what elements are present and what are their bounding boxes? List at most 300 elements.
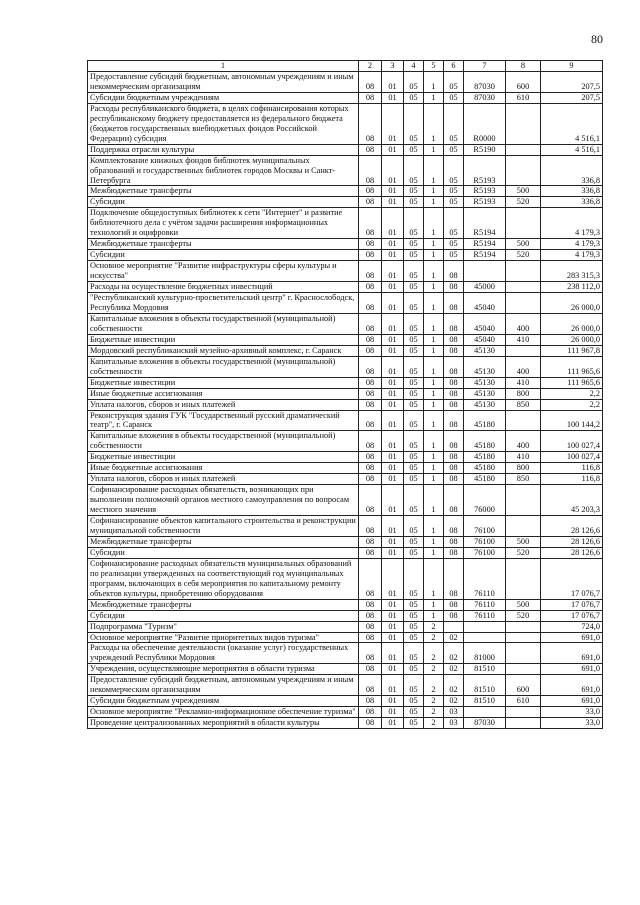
- table-row: [88, 239, 603, 250]
- column-header: 3: [382, 61, 404, 72]
- row-amount: 283 315,3: [541, 261, 603, 282]
- row-amount: 207,5: [541, 72, 603, 93]
- row-description: Предоставление субсидий бюджетным, автономным учреждениям и иным некоммерческим организациям: [88, 72, 359, 93]
- code-measure: 05: [444, 186, 464, 197]
- table-row: [88, 410, 603, 431]
- code-section: 08: [359, 155, 382, 186]
- code-section: 08: [359, 452, 382, 463]
- code-program: 01: [382, 599, 404, 610]
- code-subprogram: 1: [424, 334, 444, 345]
- code-section: 08: [359, 293, 382, 314]
- code-subprogram: 2: [424, 664, 444, 675]
- code-direction: 81510: [464, 664, 506, 675]
- page-number: 80: [591, 32, 603, 46]
- code-subprogram-group: 05: [404, 516, 424, 537]
- code-direction: 76110: [464, 558, 506, 599]
- code-measure: 08: [444, 431, 464, 452]
- code-direction: R5194: [464, 208, 506, 239]
- table-row: [88, 516, 603, 537]
- table-row: [88, 675, 603, 696]
- code-section: 08: [359, 664, 382, 675]
- table-row: [88, 208, 603, 239]
- code-program: 01: [382, 558, 404, 599]
- row-description: Расходы на обеспечение деятельности (оказание услуг) государственных учреждений Республики Мордовия: [88, 643, 359, 664]
- row-description: Предоставление субсидий бюджетным, автономным учреждениям и иным некоммерческим организациям: [88, 675, 359, 696]
- row-amount: 724,0: [541, 621, 603, 632]
- code-subprogram-group: 05: [404, 197, 424, 208]
- row-amount: 4 179,3: [541, 208, 603, 239]
- table-row: [88, 718, 603, 729]
- code-subprogram-group: 05: [404, 293, 424, 314]
- row-amount: 2,2: [541, 388, 603, 399]
- code-section: 08: [359, 261, 382, 282]
- code-program: 01: [382, 399, 404, 410]
- row-amount: 33,0: [541, 718, 603, 729]
- row-amount: 33,0: [541, 707, 603, 718]
- code-measure: 08: [444, 452, 464, 463]
- code-section: 08: [359, 103, 382, 144]
- code-expense-type: 400: [506, 356, 541, 377]
- code-direction: R5193: [464, 186, 506, 197]
- code-direction: 45180: [464, 410, 506, 431]
- row-description: Субсидии: [88, 610, 359, 621]
- code-subprogram: 2: [424, 632, 444, 643]
- row-description: Основное мероприятие "Развитие инфраструктуры сферы культуры и искусства": [88, 261, 359, 282]
- table-row: [88, 377, 603, 388]
- code-subprogram-group: 05: [404, 707, 424, 718]
- table-row: [88, 696, 603, 707]
- code-section: 08: [359, 643, 382, 664]
- code-expense-type: [506, 208, 541, 239]
- code-section: 08: [359, 516, 382, 537]
- code-program: 01: [382, 92, 404, 103]
- code-direction: 45040: [464, 293, 506, 314]
- code-subprogram-group: 05: [404, 643, 424, 664]
- code-direction: 76110: [464, 610, 506, 621]
- code-direction: [464, 261, 506, 282]
- column-header: 1: [88, 61, 359, 72]
- code-section: 08: [359, 313, 382, 334]
- code-subprogram-group: 05: [404, 313, 424, 334]
- code-measure: 08: [444, 610, 464, 621]
- code-measure: 08: [444, 547, 464, 558]
- row-description: Субсидии: [88, 547, 359, 558]
- code-section: 08: [359, 186, 382, 197]
- code-program: 01: [382, 664, 404, 675]
- code-section: 08: [359, 474, 382, 485]
- row-amount: 28 126,6: [541, 547, 603, 558]
- row-description: Софинансирование объектов капитального строительства и реконструкции муниципальной собственности: [88, 516, 359, 537]
- code-program: 01: [382, 516, 404, 537]
- code-expense-type: [506, 632, 541, 643]
- code-direction: [464, 707, 506, 718]
- code-program: 01: [382, 197, 404, 208]
- code-program: 01: [382, 536, 404, 547]
- code-program: 01: [382, 282, 404, 293]
- code-program: 01: [382, 707, 404, 718]
- code-section: 08: [359, 431, 382, 452]
- code-expense-type: 600: [506, 675, 541, 696]
- code-direction: 45130: [464, 345, 506, 356]
- code-expense-type: 500: [506, 536, 541, 547]
- code-measure: 03: [444, 707, 464, 718]
- row-description: Субсидии бюджетным учреждениям: [88, 696, 359, 707]
- code-program: 01: [382, 144, 404, 155]
- row-description: Капитальные вложения в объекты государственной (муниципальной) собственности: [88, 356, 359, 377]
- code-measure: 08: [444, 313, 464, 334]
- code-program: 01: [382, 208, 404, 239]
- code-program: 01: [382, 334, 404, 345]
- code-subprogram: 2: [424, 718, 444, 729]
- code-measure: 08: [444, 377, 464, 388]
- code-direction: 87030: [464, 72, 506, 93]
- row-description: Субсидии: [88, 250, 359, 261]
- code-program: 01: [382, 621, 404, 632]
- code-direction: 45000: [464, 282, 506, 293]
- row-description: Бюджетные инвестиции: [88, 334, 359, 345]
- code-direction: 45130: [464, 377, 506, 388]
- header-row: [88, 61, 603, 72]
- code-section: 08: [359, 388, 382, 399]
- row-amount: 116,8: [541, 474, 603, 485]
- code-expense-type: 610: [506, 92, 541, 103]
- code-subprogram-group: 05: [404, 388, 424, 399]
- table-row: [88, 399, 603, 410]
- row-description: Поддержка отрасли культуры: [88, 144, 359, 155]
- code-subprogram: 1: [424, 72, 444, 93]
- row-amount: 28 126,6: [541, 536, 603, 547]
- row-description: Уплата налогов, сборов и иных платежей: [88, 474, 359, 485]
- code-section: 08: [359, 675, 382, 696]
- code-expense-type: 410: [506, 334, 541, 345]
- code-subprogram-group: 05: [404, 377, 424, 388]
- code-subprogram-group: 05: [404, 261, 424, 282]
- code-subprogram-group: 05: [404, 463, 424, 474]
- code-subprogram-group: 05: [404, 536, 424, 547]
- code-measure: 08: [444, 345, 464, 356]
- code-expense-type: [506, 103, 541, 144]
- row-amount: 111 967,8: [541, 345, 603, 356]
- code-subprogram: 1: [424, 463, 444, 474]
- row-amount: 691,0: [541, 643, 603, 664]
- row-amount: 336,8: [541, 197, 603, 208]
- code-expense-type: [506, 558, 541, 599]
- table-row: [88, 463, 603, 474]
- code-direction: 45040: [464, 334, 506, 345]
- code-section: 08: [359, 610, 382, 621]
- table-row: [88, 536, 603, 547]
- code-subprogram-group: 05: [404, 696, 424, 707]
- table-row: [88, 92, 603, 103]
- code-direction: 45040: [464, 313, 506, 334]
- table-row: [88, 186, 603, 197]
- row-description: Иные бюджетные ассигнования: [88, 463, 359, 474]
- row-amount: 116,8: [541, 463, 603, 474]
- row-amount: 336,8: [541, 186, 603, 197]
- code-subprogram-group: 05: [404, 452, 424, 463]
- code-expense-type: 800: [506, 388, 541, 399]
- code-subprogram: 1: [424, 399, 444, 410]
- code-measure: 05: [444, 250, 464, 261]
- code-program: 01: [382, 675, 404, 696]
- code-direction: 45180: [464, 474, 506, 485]
- code-direction: 76110: [464, 599, 506, 610]
- column-header: 9: [541, 61, 603, 72]
- row-amount: 17 076,7: [541, 610, 603, 621]
- code-direction: 76000: [464, 485, 506, 516]
- code-section: 08: [359, 621, 382, 632]
- row-description: Межбюджетные трансферты: [88, 599, 359, 610]
- column-header: 5: [424, 61, 444, 72]
- code-measure: 03: [444, 718, 464, 729]
- row-amount: 111 965,6: [541, 356, 603, 377]
- code-measure: 08: [444, 399, 464, 410]
- code-subprogram-group: 05: [404, 621, 424, 632]
- code-subprogram: 1: [424, 239, 444, 250]
- code-subprogram: 1: [424, 208, 444, 239]
- code-expense-type: [506, 485, 541, 516]
- code-subprogram-group: 05: [404, 250, 424, 261]
- code-direction: [464, 621, 506, 632]
- code-section: 08: [359, 463, 382, 474]
- code-expense-type: [506, 664, 541, 675]
- code-subprogram: 1: [424, 282, 444, 293]
- row-amount: 2,2: [541, 399, 603, 410]
- code-program: 01: [382, 186, 404, 197]
- table-row: [88, 431, 603, 452]
- code-measure: 02: [444, 664, 464, 675]
- code-measure: 08: [444, 334, 464, 345]
- code-measure: 05: [444, 103, 464, 144]
- code-subprogram: 1: [424, 313, 444, 334]
- code-subprogram-group: 05: [404, 632, 424, 643]
- code-expense-type: 600: [506, 72, 541, 93]
- code-direction: [464, 632, 506, 643]
- code-program: 01: [382, 718, 404, 729]
- table-row: [88, 485, 603, 516]
- code-program: 01: [382, 239, 404, 250]
- code-subprogram: 1: [424, 250, 444, 261]
- column-header: 8: [506, 61, 541, 72]
- code-subprogram-group: 05: [404, 399, 424, 410]
- row-amount: 691,0: [541, 696, 603, 707]
- code-subprogram-group: 05: [404, 431, 424, 452]
- code-program: 01: [382, 485, 404, 516]
- row-description: Субсидии: [88, 197, 359, 208]
- code-measure: 08: [444, 599, 464, 610]
- row-amount: 17 076,7: [541, 599, 603, 610]
- code-program: 01: [382, 377, 404, 388]
- code-program: 01: [382, 643, 404, 664]
- code-subprogram-group: 05: [404, 72, 424, 93]
- row-amount: 691,0: [541, 632, 603, 643]
- code-expense-type: 520: [506, 547, 541, 558]
- code-subprogram-group: 05: [404, 664, 424, 675]
- code-subprogram-group: 05: [404, 474, 424, 485]
- code-subprogram-group: 05: [404, 558, 424, 599]
- code-program: 01: [382, 632, 404, 643]
- code-program: 01: [382, 610, 404, 621]
- row-amount: 26 000,0: [541, 313, 603, 334]
- table-row: [88, 610, 603, 621]
- table-row: [88, 452, 603, 463]
- code-subprogram: 1: [424, 356, 444, 377]
- code-expense-type: 500: [506, 239, 541, 250]
- code-subprogram-group: 05: [404, 547, 424, 558]
- row-description: Иные бюджетные ассигнования: [88, 388, 359, 399]
- code-subprogram: 1: [424, 388, 444, 399]
- code-direction: 45180: [464, 431, 506, 452]
- code-program: 01: [382, 261, 404, 282]
- code-section: 08: [359, 632, 382, 643]
- table-row: [88, 103, 603, 144]
- code-subprogram-group: 05: [404, 718, 424, 729]
- row-amount: 100 144,2: [541, 410, 603, 431]
- table-row: [88, 72, 603, 93]
- code-direction: 81000: [464, 643, 506, 664]
- row-description: Капитальные вложения в объекты государственной (муниципальной) собственности: [88, 431, 359, 452]
- code-direction: R5194: [464, 239, 506, 250]
- code-expense-type: [506, 718, 541, 729]
- code-expense-type: 500: [506, 599, 541, 610]
- code-section: 08: [359, 718, 382, 729]
- row-amount: 28 126,6: [541, 516, 603, 537]
- code-expense-type: [506, 261, 541, 282]
- code-program: 01: [382, 250, 404, 261]
- table-row: [88, 356, 603, 377]
- table-row: [88, 345, 603, 356]
- row-amount: 45 203,3: [541, 485, 603, 516]
- code-subprogram: 1: [424, 186, 444, 197]
- code-subprogram-group: 05: [404, 334, 424, 345]
- table-row: [88, 144, 603, 155]
- code-measure: 08: [444, 516, 464, 537]
- table-row: [88, 250, 603, 261]
- table-row: [88, 664, 603, 675]
- code-section: 08: [359, 72, 382, 93]
- column-header: 2: [359, 61, 382, 72]
- code-expense-type: 520: [506, 610, 541, 621]
- code-measure: 02: [444, 696, 464, 707]
- table-row: [88, 313, 603, 334]
- row-amount: 100 027,4: [541, 431, 603, 452]
- code-subprogram: 1: [424, 92, 444, 103]
- table-row: [88, 632, 603, 643]
- column-header: 6: [444, 61, 464, 72]
- code-direction: R5194: [464, 250, 506, 261]
- code-subprogram: 1: [424, 610, 444, 621]
- code-section: 08: [359, 558, 382, 599]
- code-program: 01: [382, 103, 404, 144]
- code-subprogram: 1: [424, 261, 444, 282]
- row-description: Основное мероприятие "Развитие приоритетных видов туризма": [88, 632, 359, 643]
- code-subprogram: 1: [424, 377, 444, 388]
- code-measure: 08: [444, 536, 464, 547]
- code-subprogram-group: 05: [404, 208, 424, 239]
- row-description: Софинансирование расходных обязательств, возникающих при выполнении полномочий органов местного самоуправления по вопросам местного значения: [88, 485, 359, 516]
- code-section: 08: [359, 356, 382, 377]
- code-expense-type: 410: [506, 452, 541, 463]
- code-subprogram: 1: [424, 547, 444, 558]
- code-subprogram-group: 05: [404, 155, 424, 186]
- code-subprogram: 1: [424, 345, 444, 356]
- code-measure: 05: [444, 239, 464, 250]
- column-header: 4: [404, 61, 424, 72]
- code-measure: [444, 621, 464, 632]
- code-expense-type: 610: [506, 696, 541, 707]
- code-program: 01: [382, 547, 404, 558]
- code-measure: 08: [444, 485, 464, 516]
- code-direction: R0000: [464, 103, 506, 144]
- code-expense-type: [506, 144, 541, 155]
- row-description: Расходы республиканского бюджета, в целях софинансирования которых республиканскому бюджету предоставляется из федерального бюджета (бюджетов государственных внебюджетных фондов Российской Федерации) субсидия: [88, 103, 359, 144]
- code-direction: 81510: [464, 675, 506, 696]
- code-subprogram: 1: [424, 536, 444, 547]
- table-row: [88, 334, 603, 345]
- row-amount: 26 000,0: [541, 293, 603, 314]
- table-row: [88, 547, 603, 558]
- code-subprogram: 1: [424, 558, 444, 599]
- code-subprogram: 1: [424, 485, 444, 516]
- code-expense-type: 400: [506, 313, 541, 334]
- code-measure: 02: [444, 643, 464, 664]
- code-section: 08: [359, 485, 382, 516]
- code-measure: 08: [444, 558, 464, 599]
- code-subprogram: 1: [424, 474, 444, 485]
- row-amount: 4 179,3: [541, 250, 603, 261]
- row-description: "Республиканский культурно-просветительский центр" г. Краснослободск, Республика Мордовия: [88, 293, 359, 314]
- code-subprogram: 1: [424, 431, 444, 452]
- row-description: Межбюджетные трансферты: [88, 186, 359, 197]
- row-amount: 100 027,4: [541, 452, 603, 463]
- code-subprogram-group: 05: [404, 610, 424, 621]
- row-description: Мордовский республиканский музейно-архивный комплекс, г. Саранск: [88, 345, 359, 356]
- code-measure: 08: [444, 293, 464, 314]
- row-description: Бюджетные инвестиции: [88, 377, 359, 388]
- code-expense-type: [506, 643, 541, 664]
- code-expense-type: [506, 621, 541, 632]
- row-description: Субсидии бюджетным учреждениям: [88, 92, 359, 103]
- code-section: 08: [359, 334, 382, 345]
- code-program: 01: [382, 431, 404, 452]
- code-measure: 08: [444, 410, 464, 431]
- code-direction: 45130: [464, 388, 506, 399]
- code-subprogram: 1: [424, 103, 444, 144]
- code-section: 08: [359, 250, 382, 261]
- code-subprogram-group: 05: [404, 485, 424, 516]
- code-direction: R5190: [464, 144, 506, 155]
- code-direction: 45180: [464, 452, 506, 463]
- code-measure: 02: [444, 675, 464, 696]
- code-expense-type: 850: [506, 474, 541, 485]
- code-measure: 05: [444, 144, 464, 155]
- row-amount: 336,8: [541, 155, 603, 186]
- code-expense-type: 520: [506, 250, 541, 261]
- code-measure: 05: [444, 92, 464, 103]
- code-section: 08: [359, 144, 382, 155]
- row-description: Основное мероприятие "Рекламно-информационное обеспечение туризма": [88, 707, 359, 718]
- row-amount: 4 516,1: [541, 103, 603, 144]
- code-program: 01: [382, 388, 404, 399]
- code-subprogram: 2: [424, 696, 444, 707]
- row-description: Софинансирование расходных обязательств муниципальных образований по реализации утвержденных на соответствующий год муниципальных программ, включающих в себя мероприятия по капитальному ремонту объектов культуры, приобретению оборудования: [88, 558, 359, 599]
- code-expense-type: 400: [506, 431, 541, 452]
- code-subprogram: 1: [424, 144, 444, 155]
- row-amount: 4 179,3: [541, 239, 603, 250]
- code-section: 08: [359, 547, 382, 558]
- code-subprogram: 2: [424, 643, 444, 664]
- code-direction: 76100: [464, 547, 506, 558]
